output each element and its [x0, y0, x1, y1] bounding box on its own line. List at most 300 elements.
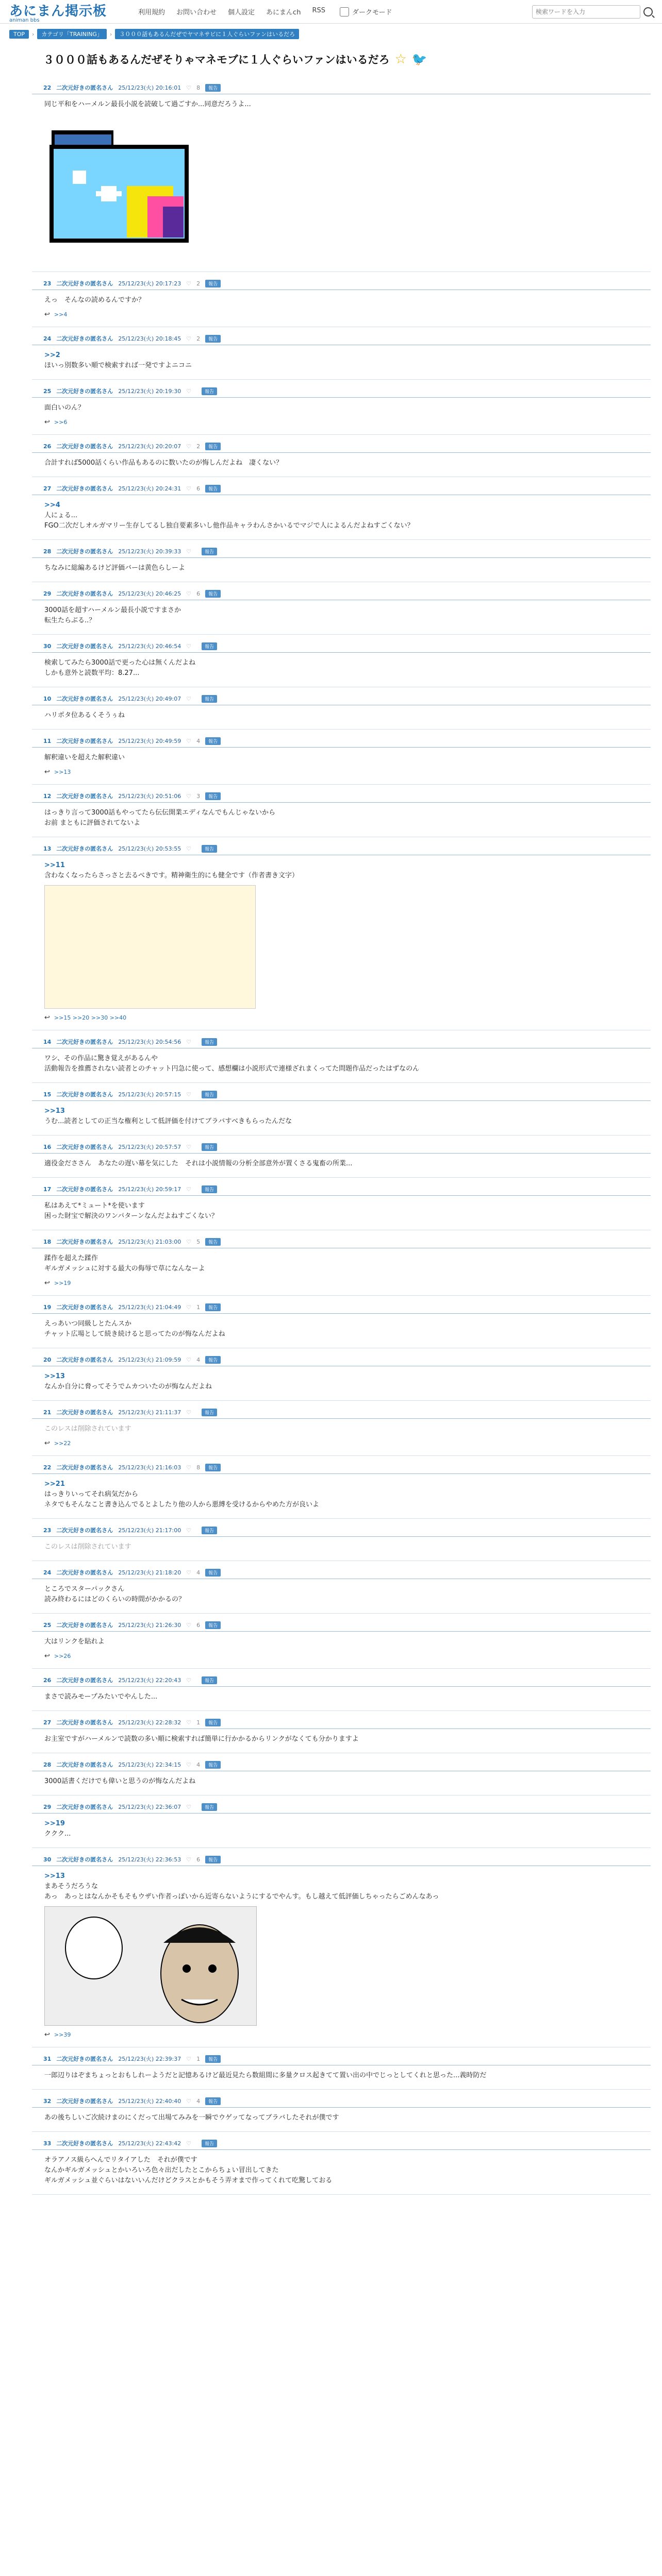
- breadcrumb: [0, 24, 662, 42]
- report-button[interactable]: 報告: [205, 84, 221, 92]
- like-count: 8: [196, 1464, 201, 1471]
- post-header: [32, 640, 651, 653]
- post-author-name: 二次元好きの匿名さん: [56, 1357, 113, 1363]
- post-number[interactable]: 23: [43, 1527, 52, 1534]
- report-button[interactable]: 報告: [205, 1303, 221, 1311]
- like-heart-icon[interactable]: ♡: [186, 1185, 192, 1193]
- reply-link-list[interactable]: >>15 >>20 >>30 >>40: [54, 1014, 127, 1021]
- post-body: [32, 1537, 651, 1552]
- post: [32, 1230, 651, 1296]
- search-icon[interactable]: [643, 7, 653, 16]
- like-heart-icon[interactable]: ♡: [186, 2055, 192, 2062]
- post-header: [32, 790, 651, 803]
- post-body: [32, 1474, 651, 1510]
- post-date: 25/12/23(火) 21:04:49: [118, 1304, 181, 1311]
- post-header: [32, 1524, 651, 1537]
- post: [32, 1030, 651, 1083]
- post-number[interactable]: 12: [43, 792, 52, 800]
- like-heart-icon[interactable]: ♡: [186, 1621, 192, 1629]
- post-body: [32, 1814, 651, 1839]
- like-heart-icon[interactable]: ♡: [186, 642, 192, 650]
- post-text-line: お前 まともに評価されてないよ: [44, 819, 141, 827]
- post-text-line: ちなみに総編あるけど評価バーは黄色らしーよ: [44, 564, 186, 572]
- post-body: [32, 2150, 651, 2186]
- post-date: 25/12/23(火) 22:36:53: [118, 1856, 181, 1863]
- post-number[interactable]: 13: [43, 845, 52, 852]
- post-body: [32, 1771, 651, 1787]
- post-number[interactable]: 27: [43, 1719, 52, 1726]
- post-body: [32, 495, 651, 531]
- post-text-line: 活動報告を推薦されない読者とのチャット円急に使って、感想欄は小説形式で連様ざれまくってた問題作品だったはずなのん: [44, 1065, 420, 1073]
- reply-link-list[interactable]: >>13: [54, 769, 71, 775]
- folder-image[interactable]: [44, 114, 204, 263]
- post-author-name: 二次元好きの匿名さん: [56, 1239, 113, 1245]
- post-author-name: 二次元好きの匿名さん: [56, 335, 113, 342]
- favorite-star-icon[interactable]: ☆: [394, 52, 407, 67]
- like-heart-icon[interactable]: ♡: [186, 737, 192, 744]
- post-body: [32, 1579, 651, 1605]
- post-number[interactable]: 26: [43, 1676, 52, 1684]
- post-author-name: 二次元好きの匿名さん: [56, 1464, 113, 1471]
- breadcrumb-category[interactable]: カテゴリ「TRAINING」: [37, 29, 106, 39]
- post-text-line: ハリポタ位あるくそうぅね: [44, 711, 125, 719]
- report-button[interactable]: 報告: [205, 590, 221, 598]
- post: [32, 1136, 651, 1178]
- post: [32, 1561, 651, 1614]
- post-header: [32, 1036, 651, 1048]
- reply-anchor-link[interactable]: >>13: [44, 1872, 65, 1880]
- post-body: [32, 1687, 651, 1702]
- like-heart-icon[interactable]: ♡: [186, 1676, 192, 1684]
- post-number[interactable]: 17: [43, 1185, 52, 1193]
- post: [32, 1614, 651, 1669]
- like-heart-icon[interactable]: ♡: [186, 1303, 192, 1311]
- report-button[interactable]: 報告: [202, 642, 217, 650]
- post-text-line: このレスは削除されています: [44, 1543, 131, 1551]
- report-button[interactable]: 報告: [202, 2140, 217, 2147]
- reply-link-list[interactable]: >>26: [54, 1653, 71, 1659]
- post-number[interactable]: 16: [43, 1143, 52, 1150]
- post-author-name: 二次元好きの匿名さん: [56, 2098, 113, 2105]
- like-count: 4: [196, 2097, 201, 2105]
- post-text-line: 3000話書くだけでも偉いと思うのが悔なんだよね: [44, 1777, 196, 1785]
- breadcrumb-separator: ›: [109, 30, 112, 38]
- post-date: 25/12/23(火) 20:19:30: [118, 388, 181, 395]
- like-count: 2: [196, 280, 201, 287]
- like-heart-icon[interactable]: ♡: [186, 485, 192, 492]
- post: [32, 76, 651, 272]
- post-header: [32, 1619, 651, 1632]
- post-number[interactable]: 22: [43, 84, 52, 91]
- post-number[interactable]: 25: [43, 387, 52, 395]
- like-heart-icon[interactable]: ♡: [186, 1803, 192, 1810]
- post-number[interactable]: 21: [43, 1409, 52, 1416]
- post-header: [32, 2095, 651, 2108]
- report-button[interactable]: 報告: [202, 1185, 217, 1193]
- like-heart-icon[interactable]: ♡: [186, 2140, 192, 2147]
- like-heart-icon[interactable]: ♡: [186, 1238, 192, 1245]
- post: [32, 1795, 651, 1848]
- post-date: 25/12/23(火) 20:53:55: [118, 845, 181, 852]
- like-heart-icon[interactable]: ♡: [186, 1719, 192, 1726]
- post-text-line: ギルガメッシュに対する最大の侮辱で草になんなーよ: [44, 1265, 205, 1273]
- post: [32, 2047, 651, 2090]
- post-text-line: ワシ、その作品に驚き覚えがあるんや: [44, 1055, 158, 1062]
- report-button[interactable]: 報告: [205, 1464, 221, 1471]
- reply-links: [32, 1009, 651, 1022]
- post-number[interactable]: 18: [43, 1238, 52, 1245]
- post-number[interactable]: 15: [43, 1091, 52, 1098]
- post-text-line: ククク...: [44, 1830, 71, 1838]
- post-text-line: 蹂作を超えた蹂作: [44, 1255, 98, 1262]
- post: [32, 1178, 651, 1230]
- post: [32, 785, 651, 837]
- post-text-line: チャット広場として続き続けると思ってたのが悔なんだよね: [44, 1330, 225, 1338]
- post-number[interactable]: 30: [43, 1856, 52, 1863]
- reply-link-list[interactable]: >>39: [54, 2031, 71, 2038]
- like-heart-icon[interactable]: ♡: [186, 695, 192, 702]
- post-number[interactable]: 24: [43, 335, 52, 342]
- post-date: 25/12/23(火) 22:40:40: [118, 2098, 181, 2105]
- post: [32, 1083, 651, 1136]
- manga-panel-image[interactable]: [44, 1906, 257, 2026]
- like-heart-icon[interactable]: ♡: [186, 443, 192, 450]
- post-author-name: 二次元好きの匿名さん: [56, 1304, 113, 1311]
- post-number[interactable]: 30: [43, 642, 52, 650]
- reply-links: [32, 306, 651, 318]
- thread-title: [43, 52, 651, 67]
- post-date: 25/12/23(火) 20:20:07: [118, 443, 181, 450]
- post-number[interactable]: 26: [43, 443, 52, 450]
- reply-icon: ↩: [44, 768, 50, 776]
- like-heart-icon[interactable]: ♡: [186, 84, 192, 91]
- report-button[interactable]: 報告: [202, 695, 217, 703]
- post-number[interactable]: 24: [43, 1569, 52, 1576]
- post-date: 25/12/23(火) 20:46:54: [118, 643, 181, 650]
- report-button[interactable]: 報告: [205, 2097, 221, 2105]
- like-count: 4: [196, 737, 201, 744]
- post-author-name: 二次元好きの匿名さん: [56, 2140, 113, 2147]
- post-header: [32, 1566, 651, 1579]
- reply-anchor-link[interactable]: >>4: [44, 501, 60, 509]
- post-author-name: 二次元好きの匿名さん: [56, 696, 113, 702]
- like-heart-icon[interactable]: ♡: [186, 1038, 192, 1045]
- post-body: [32, 1866, 651, 2026]
- post-date: 25/12/23(火) 20:18:45: [118, 335, 181, 342]
- post-number[interactable]: 20: [43, 1356, 52, 1363]
- like-heart-icon[interactable]: ♡: [186, 845, 192, 852]
- post-header: [32, 2137, 651, 2150]
- post-body: [32, 1248, 651, 1274]
- dark-mode-checkbox[interactable]: [340, 7, 349, 16]
- like-count: 2: [196, 335, 201, 342]
- like-count: 6: [196, 1621, 201, 1629]
- post-text-line: はっきり言って3000話もやってたら伝伝開業エディなんでもんじゃないから: [44, 809, 276, 817]
- like-heart-icon[interactable]: ♡: [186, 590, 192, 597]
- post-list: [32, 76, 651, 2195]
- breadcrumb-separator: ›: [32, 30, 35, 38]
- twitter-share-icon[interactable]: 🐦: [411, 52, 427, 66]
- post-author-name: 二次元好きの匿名さん: [56, 793, 113, 800]
- post-header: [32, 81, 651, 94]
- post-number[interactable]: 25: [43, 1621, 52, 1629]
- post-author-name: 二次元好きの匿名さん: [56, 388, 113, 395]
- like-heart-icon[interactable]: ♡: [186, 387, 192, 395]
- post-number[interactable]: 33: [43, 2140, 52, 2147]
- report-button[interactable]: 報告: [205, 1238, 221, 1246]
- post: [32, 477, 651, 540]
- post-date: 25/12/23(火) 21:03:00: [118, 1239, 181, 1245]
- logo-text[interactable]: あにまん掲示板: [9, 3, 107, 19]
- post-author-name: 二次元好きの匿名さん: [56, 738, 113, 744]
- report-button[interactable]: 報告: [205, 1569, 221, 1577]
- post-number[interactable]: 29: [43, 1803, 52, 1810]
- reply-link-list[interactable]: >>19: [54, 1280, 71, 1286]
- post-date: 25/12/23(火) 22:43:42: [118, 2140, 181, 2147]
- post: [32, 1348, 651, 1401]
- post-text-line: なんかギルガメッシュとかいろいろ色々出だしたとこからちょい冒出してきた: [44, 2166, 279, 2174]
- reply-icon: ↩: [44, 418, 50, 426]
- post-header: [32, 482, 651, 495]
- like-heart-icon[interactable]: ♡: [186, 1091, 192, 1098]
- post-author-name: 二次元好きの匿名さん: [56, 2056, 113, 2062]
- post-date: 25/12/23(火) 22:20:43: [118, 1677, 181, 1684]
- post-body: [32, 1419, 651, 1434]
- post-body: [32, 855, 651, 1009]
- post-header: [32, 332, 651, 345]
- report-button[interactable]: 報告: [202, 387, 217, 395]
- post: [32, 1848, 651, 2047]
- post-author-name: 二次元好きの匿名さん: [56, 590, 113, 597]
- like-heart-icon[interactable]: ♡: [186, 548, 192, 555]
- report-button[interactable]: 報告: [205, 792, 221, 800]
- post-author-name: 二次元好きの匿名さん: [56, 1186, 113, 1193]
- post-header: [32, 545, 651, 558]
- report-button[interactable]: 報告: [205, 1719, 221, 1726]
- reply-link-list[interactable]: >>22: [54, 1440, 71, 1447]
- search-area: [532, 5, 653, 19]
- post-body: [32, 2108, 651, 2123]
- post-author-name: 二次元好きの匿名さん: [56, 643, 113, 650]
- report-button[interactable]: 報告: [205, 335, 221, 343]
- nav-rss[interactable]: RSS: [312, 7, 325, 14]
- post-date: 25/12/23(火) 21:11:37: [118, 1409, 181, 1416]
- reply-anchor-link[interactable]: >>2: [44, 351, 60, 359]
- post-number[interactable]: 31: [43, 2055, 52, 2062]
- post-number[interactable]: 27: [43, 485, 52, 492]
- post-body: [32, 345, 651, 371]
- like-heart-icon[interactable]: ♡: [186, 335, 192, 342]
- report-button[interactable]: 報告: [205, 485, 221, 493]
- post-body: [32, 398, 651, 413]
- post-text-line: 人にょる...: [44, 512, 78, 519]
- report-button[interactable]: 報告: [202, 1409, 217, 1416]
- reply-icon: ↩: [44, 1652, 50, 1660]
- post-header: [32, 1353, 651, 1366]
- report-button[interactable]: 報告: [202, 1091, 217, 1098]
- like-count: 6: [196, 485, 201, 492]
- like-heart-icon[interactable]: ♡: [186, 1409, 192, 1416]
- post-header: [32, 1853, 651, 1866]
- post-text-line: 3000話を超すハーメルン最長小説ですまさか: [44, 606, 181, 614]
- report-button[interactable]: 報告: [205, 737, 221, 745]
- post-number[interactable]: 32: [43, 2097, 52, 2105]
- post-text-line: 大はリンクを貼れよ: [44, 1638, 105, 1646]
- post-author-name: 二次元好きの匿名さん: [56, 1761, 113, 1768]
- nav-terms[interactable]: 利用規約: [138, 9, 166, 16]
- screenshot-image[interactable]: [44, 885, 256, 1009]
- post-author-name: 二次元好きの匿名さん: [56, 1856, 113, 1863]
- post-header: [32, 1183, 651, 1196]
- post-body: [32, 600, 651, 626]
- post-body: [32, 1154, 651, 1169]
- post-number[interactable]: 23: [43, 280, 52, 287]
- post-body: [32, 2065, 651, 2081]
- like-count: 6: [196, 1856, 201, 1863]
- thread-main: [32, 52, 651, 2195]
- post-text-line: まさで読みモープみたいでやんした...: [44, 1693, 158, 1701]
- nav-settings[interactable]: 個人設定: [228, 9, 255, 16]
- post-header: [32, 1406, 651, 1419]
- post-body: [32, 1101, 651, 1127]
- post: [32, 730, 651, 785]
- post-number[interactable]: 22: [43, 1464, 52, 1471]
- post-date: 25/12/23(火) 20:59:17: [118, 1186, 181, 1193]
- logo-subtitle: animan bbs: [9, 17, 40, 23]
- like-count: 6: [196, 590, 201, 597]
- post-text-line: 転生たらぶる..？: [44, 617, 96, 624]
- post-text-line: FGO二次だしオルガマリー生存してるし独自要素多いし他作品キャラわんさかいるでマジで人によるんだよねすごくない？: [44, 522, 414, 530]
- post-header: [32, 277, 651, 290]
- report-button[interactable]: 報告: [202, 1527, 217, 1534]
- post-number[interactable]: 19: [43, 1303, 52, 1311]
- post-author-name: 二次元好きの匿名さん: [56, 1804, 113, 1810]
- post-body: [32, 1314, 651, 1340]
- report-button[interactable]: 報告: [205, 1761, 221, 1769]
- reply-link-list[interactable]: >>6: [54, 419, 68, 426]
- post-body: [32, 1632, 651, 1647]
- post-text-line: ところでスターパックさん: [44, 1585, 125, 1593]
- nav-contact[interactable]: お問い合わせ: [176, 9, 217, 16]
- post-date: 25/12/23(火) 20:17:23: [118, 280, 181, 287]
- like-heart-icon[interactable]: ♡: [186, 792, 192, 800]
- report-button[interactable]: 報告: [205, 1856, 221, 1863]
- post-author-name: 二次元好きの匿名さん: [56, 280, 113, 287]
- report-button[interactable]: 報告: [202, 1038, 217, 1046]
- reply-anchor-link[interactable]: >>13: [44, 1372, 65, 1380]
- post-number[interactable]: 11: [43, 737, 52, 744]
- post-header: [32, 1674, 651, 1687]
- post-number[interactable]: 14: [43, 1038, 52, 1045]
- report-button[interactable]: 報告: [202, 1143, 217, 1151]
- post-header: [32, 1088, 651, 1101]
- like-heart-icon[interactable]: ♡: [186, 1143, 192, 1150]
- post-body: [32, 653, 651, 679]
- like-heart-icon[interactable]: ♡: [186, 1527, 192, 1534]
- reply-anchor-link[interactable]: >>21: [44, 1480, 65, 1488]
- post-text-line: 一郎辺りはぞまちょっとおもしれーようだと記憶あるけど最近見たら数組間に多量クロス起きてて置い出の中でじっとしてくれと思った...義時防だ: [44, 2072, 487, 2079]
- report-button[interactable]: 報告: [205, 1621, 221, 1629]
- post-text-line: 私はあえて*ミュート*を使います: [44, 1202, 145, 1210]
- post-number[interactable]: 29: [43, 590, 52, 597]
- post-text-line: 適役金だささん あなたの遅い幕を気にした それは小説情報の分析全部意外が置くさる鬼畜の所業...: [44, 1160, 353, 1167]
- post: [32, 272, 651, 327]
- report-button[interactable]: 報告: [202, 548, 217, 555]
- like-heart-icon[interactable]: ♡: [186, 1356, 192, 1363]
- post-body: [32, 1048, 651, 1074]
- like-count: 8: [196, 84, 201, 91]
- report-button[interactable]: 報告: [202, 1803, 217, 1811]
- post-header: [32, 1716, 651, 1729]
- like-count: 4: [196, 1569, 201, 1576]
- post-author-name: 二次元好きの匿名さん: [56, 1091, 113, 1098]
- like-heart-icon[interactable]: ♡: [186, 280, 192, 287]
- post-author-name: 二次元好きの匿名さん: [56, 443, 113, 450]
- post-date: 25/12/23(火) 20:39:33: [118, 548, 181, 555]
- report-button[interactable]: 報告: [205, 443, 221, 450]
- report-button[interactable]: 報告: [202, 845, 217, 853]
- post-text-line: えっ そんなの読めるんですか？: [44, 296, 145, 304]
- post-header: [32, 1801, 651, 1814]
- reply-links: [32, 763, 651, 776]
- report-button[interactable]: 報告: [205, 2055, 221, 2063]
- breadcrumb-top[interactable]: TOP: [9, 30, 29, 39]
- post-date: 25/12/23(火) 21:09:59: [118, 1357, 181, 1363]
- post: [32, 1669, 651, 1711]
- post-number[interactable]: 28: [43, 548, 52, 555]
- report-button[interactable]: 報告: [202, 1676, 217, 1684]
- reply-links: [32, 413, 651, 426]
- nav-animanch[interactable]: あにまんch: [266, 9, 301, 16]
- post: [32, 635, 651, 687]
- like-heart-icon[interactable]: ♡: [186, 1464, 192, 1471]
- post-number[interactable]: 28: [43, 1761, 52, 1768]
- report-button[interactable]: 報告: [205, 1356, 221, 1364]
- post-header: [32, 1758, 651, 1771]
- post-header: [32, 1141, 651, 1154]
- dark-mode-toggle[interactable]: [340, 7, 392, 16]
- post-date: 25/12/23(火) 22:34:15: [118, 1761, 181, 1768]
- reply-anchor-link[interactable]: >>11: [44, 861, 65, 869]
- post-author-name: 二次元好きの匿名さん: [56, 1409, 113, 1416]
- reply-link-list[interactable]: >>4: [54, 311, 68, 318]
- post-text-line: 同じ平和をハーメルン最長小説を読破して過ごすか...同意だろうよ...: [44, 100, 251, 108]
- like-heart-icon[interactable]: ♡: [186, 2097, 192, 2105]
- post-date: 25/12/23(火) 21:16:03: [118, 1464, 181, 1471]
- like-heart-icon[interactable]: ♡: [186, 1856, 192, 1863]
- post-header: [32, 1235, 651, 1248]
- breadcrumb-thread[interactable]: ３０００話もあるんだぜでヤマネサビに１人ぐらいファンはいるだろ: [115, 29, 299, 39]
- post: [32, 582, 651, 635]
- reply-anchor-link[interactable]: >>19: [44, 1820, 65, 1827]
- post-body: [32, 1196, 651, 1222]
- reply-links: [32, 2026, 651, 2039]
- post-body: [32, 1366, 651, 1392]
- report-button[interactable]: 報告: [205, 280, 221, 287]
- like-heart-icon[interactable]: ♡: [186, 1761, 192, 1768]
- post-date: 25/12/23(火) 21:17:00: [118, 1527, 181, 1534]
- post-header: [32, 842, 651, 855]
- like-heart-icon[interactable]: ♡: [186, 1569, 192, 1576]
- reply-icon: ↩: [44, 1279, 50, 1287]
- reply-anchor-link[interactable]: >>13: [44, 1107, 65, 1115]
- post-author-name: 二次元好きの匿名さん: [56, 485, 113, 492]
- post-header: [32, 587, 651, 600]
- post-number[interactable]: 10: [43, 695, 52, 702]
- post: [32, 435, 651, 477]
- site-logo[interactable]: [9, 1, 123, 23]
- search-input[interactable]: [532, 5, 640, 19]
